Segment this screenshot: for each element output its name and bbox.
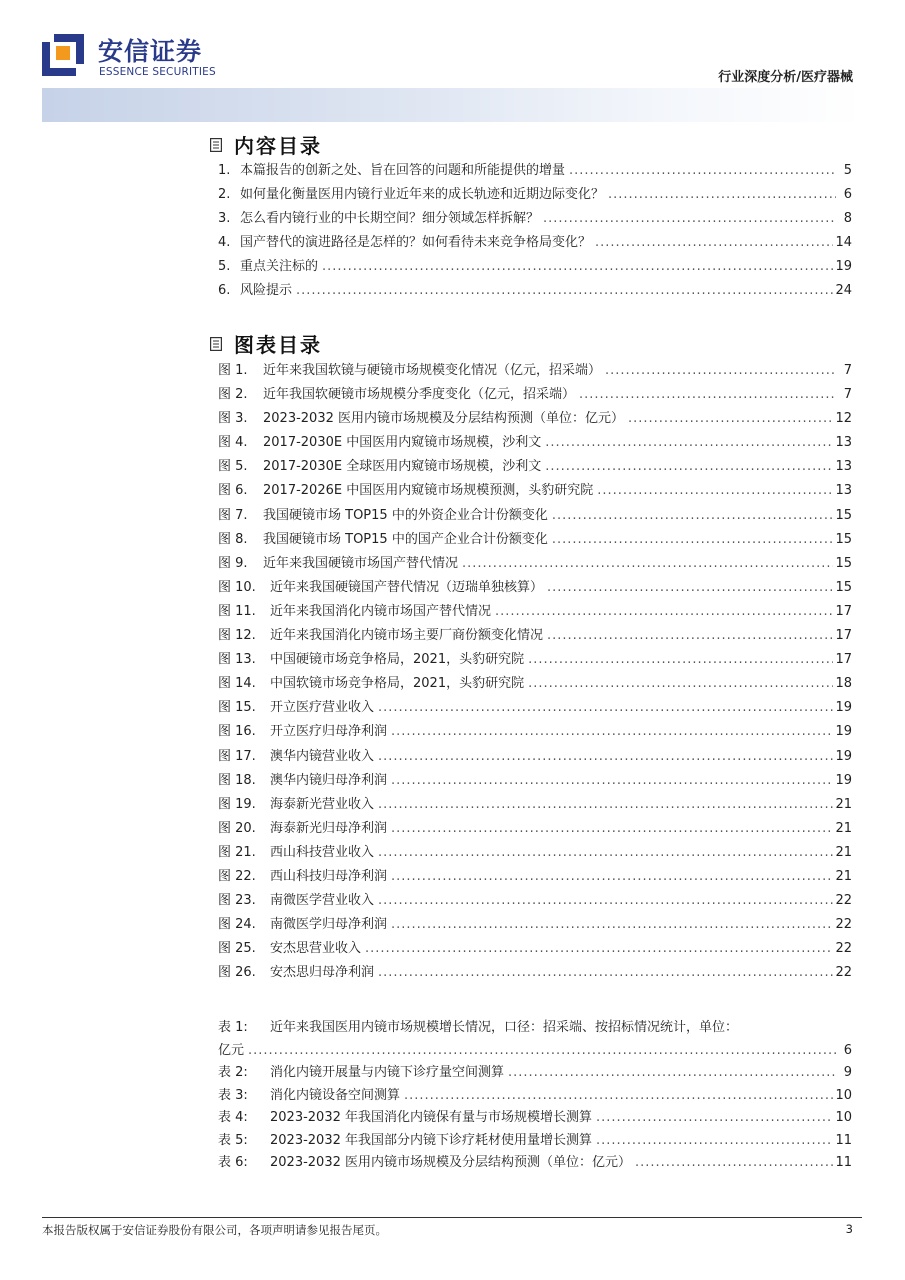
figure-item-text: 南微医学归母净利润 — [270, 917, 388, 933]
toc-item-page: 6 — [843, 187, 852, 203]
figure-item-number: 图 16. — [218, 724, 256, 740]
tables-list — [218, 1016, 852, 1174]
table-item-text-line2: 亿元 — [218, 1042, 245, 1058]
table-item[interactable] — [218, 1084, 852, 1107]
leader-dots — [579, 387, 836, 402]
figure-item-page: 22 — [835, 941, 852, 957]
leader-dots — [462, 556, 833, 571]
figure-item-page: 22 — [835, 893, 852, 909]
figure-item-number: 图 13. — [218, 652, 256, 668]
toc-item-page: 14 — [835, 235, 852, 251]
leader-dots — [596, 1133, 833, 1148]
figures-title-text: 图表目录 — [234, 333, 322, 357]
toc-item-number: 6. — [218, 283, 231, 299]
table-item-page: 10 — [835, 1110, 852, 1125]
table-item[interactable] — [218, 1016, 852, 1039]
toc-item-page: 5 — [843, 163, 852, 178]
toc-item[interactable] — [218, 159, 852, 183]
footer-disclaimer: 本报告版权属于安信证券股份有限公司，各项声明请参见报告尾页。 — [42, 1223, 387, 1237]
figures-title — [210, 329, 322, 358]
figure-item-text: 海泰新光营业收入 — [270, 796, 375, 812]
figure-item[interactable] — [218, 383, 852, 407]
table-item-continuation[interactable] — [218, 1039, 852, 1062]
leader-dots — [552, 508, 834, 523]
figure-item-number: 图 4. — [218, 435, 248, 451]
page-number: 3 — [845, 1222, 853, 1236]
leader-dots — [248, 1043, 836, 1058]
toc-item-text: 本篇报告的创新之处、旨在回答的问题和所能提供的增量 — [240, 163, 566, 178]
figure-item-number: 图 18. — [218, 772, 256, 788]
figure-item-number: 图 11. — [218, 603, 256, 619]
report-category: 行业深度分析/医疗器械 — [718, 70, 853, 85]
leader-dots — [378, 965, 833, 980]
figure-item-number: 图 23. — [218, 893, 256, 909]
figure-item-page: 17 — [835, 652, 852, 668]
toc-item[interactable] — [218, 231, 852, 255]
toc-item[interactable] — [218, 255, 852, 279]
figure-item-page: 15 — [835, 507, 852, 523]
figure-item-text: 西山科技营业收入 — [270, 844, 375, 860]
figure-item-page: 13 — [835, 483, 852, 499]
figure-item-text: 我国硬镜市场 TOP15 中的国产企业合计份额变化 — [263, 531, 548, 547]
table-item[interactable] — [218, 1061, 852, 1084]
leader-dots — [569, 163, 836, 178]
table-item[interactable] — [218, 1151, 852, 1174]
contents-title — [210, 130, 322, 159]
figure-item-page: 21 — [835, 796, 852, 812]
figure-item-text: 近年来我国硬镜国产替代情况（迈瑞单独核算） — [270, 579, 544, 595]
leader-dots — [528, 652, 833, 667]
figure-item-text: 安杰思营业收入 — [270, 941, 362, 957]
table-item-page: 11 — [835, 1155, 852, 1170]
leader-dots — [628, 411, 833, 426]
figure-item[interactable] — [218, 600, 852, 624]
leader-dots — [404, 1088, 833, 1103]
figure-item-page: 17 — [835, 628, 852, 644]
figures-list — [218, 359, 852, 985]
figure-item-page: 15 — [835, 579, 852, 595]
figure-item-number: 图 24. — [218, 917, 256, 933]
leader-dots — [635, 1155, 833, 1170]
leader-dots — [296, 283, 833, 298]
toc-item[interactable] — [218, 183, 852, 207]
figure-item-text: 西山科技归母净利润 — [270, 868, 388, 884]
figure-item-number: 图 7. — [218, 507, 248, 523]
figure-item[interactable] — [218, 576, 852, 600]
figure-item-text: 2017-2030E 全球医用内窥镜市场规模，沙利文 — [263, 459, 542, 475]
toc-item-number: 1. — [218, 163, 231, 178]
figure-item-text: 2017-2030E 中国医用内窥镜市场规模，沙利文 — [263, 435, 542, 451]
contents-list — [218, 159, 852, 304]
figure-item-page: 13 — [835, 459, 852, 475]
leader-dots — [365, 941, 833, 956]
figure-item-page: 22 — [835, 965, 852, 981]
leader-dots — [547, 628, 833, 643]
toc-item-number: 3. — [218, 211, 231, 227]
company-logo — [42, 30, 222, 82]
figure-item[interactable] — [218, 769, 852, 793]
figure-item[interactable] — [218, 961, 852, 985]
figure-item-text: 澳华内镜营业收入 — [270, 748, 375, 764]
figure-item-page: 21 — [835, 820, 852, 836]
figure-item-number: 图 17. — [218, 748, 256, 764]
figure-item-text: 我国硬镜市场 TOP15 中的外资企业合计份额变化 — [263, 507, 548, 523]
figure-item-text: 近年我国软硬镜市场规模分季度变化（亿元，招采端） — [263, 387, 576, 403]
leader-dots — [596, 1110, 833, 1125]
figure-item-number: 图 21. — [218, 844, 256, 860]
leader-dots — [495, 604, 833, 619]
figure-item-page: 12 — [835, 411, 852, 427]
figure-item-page: 19 — [835, 724, 852, 740]
figure-item-number: 图 10. — [218, 579, 256, 595]
figure-item[interactable] — [218, 889, 852, 913]
figure-item[interactable] — [218, 696, 852, 720]
figure-item-page: 7 — [843, 387, 852, 403]
figure-item-page: 19 — [835, 700, 852, 716]
figure-item[interactable] — [218, 624, 852, 648]
figure-item-text: 开立医疗归母净利润 — [270, 724, 388, 740]
leader-dots — [391, 724, 833, 739]
table-item-page: 6 — [843, 1042, 852, 1058]
header-band — [42, 88, 862, 122]
toc-item-number: 2. — [218, 187, 231, 203]
figure-item-number: 图 25. — [218, 941, 256, 957]
figure-item-page: 15 — [835, 531, 852, 547]
leader-dots — [543, 211, 836, 226]
figure-item[interactable] — [218, 720, 852, 744]
toc-item-text: 如何量化衡量医用内镜行业近年来的成长轨迹和近期边际变化？ — [240, 187, 605, 203]
toc-item-page: 8 — [843, 211, 852, 227]
leader-dots — [608, 187, 836, 202]
toc-item-page: 19 — [835, 259, 852, 275]
leader-dots — [595, 235, 833, 250]
figure-item[interactable] — [218, 841, 852, 865]
table-item-number: 表 6: — [218, 1155, 248, 1170]
leader-dots — [378, 749, 833, 764]
leader-dots — [528, 676, 833, 691]
figure-item-number: 图 5. — [218, 459, 248, 475]
table-item-text: 2023-2032 年我国部分内镜下诊疗耗材使用量增长测算 — [270, 1132, 592, 1148]
toc-item-text: 风险提示 — [240, 283, 293, 299]
leader-dots — [391, 821, 833, 836]
table-item[interactable] — [218, 1129, 852, 1152]
figure-item[interactable] — [218, 648, 852, 672]
toc-item-text: 怎么看内镜行业的中长期空间？细分领域怎样拆解？ — [240, 211, 540, 227]
figure-item-number: 图 15. — [218, 700, 256, 716]
logo-mark-icon — [42, 34, 84, 76]
leader-dots — [391, 869, 833, 884]
toc-item-text: 国产替代的演进路径是怎样的？如何看待未来竞争格局变化？ — [240, 235, 592, 251]
leader-dots — [508, 1065, 836, 1080]
table-item-text: 2023-2032 医用内镜市场规模及分层结构预测（单位：亿元） — [270, 1155, 631, 1170]
figure-item-text: 澳华内镜归母净利润 — [270, 772, 388, 788]
figure-item-number: 图 14. — [218, 676, 256, 692]
table-item-number: 表 4: — [218, 1110, 248, 1125]
figure-item-text: 中国软镜市场竞争格局，2021，头豹研究院 — [270, 676, 525, 692]
figure-item-page: 21 — [835, 868, 852, 884]
figure-item-text: 近年来我国硬镜市场国产替代情况 — [263, 555, 459, 571]
figure-item-text: 近年来我国消化内镜市场主要厂商份额变化情况 — [270, 628, 544, 644]
leader-dots — [545, 459, 833, 474]
leader-dots — [322, 259, 833, 274]
figure-item-text: 安杰思归母净利润 — [270, 965, 375, 981]
figure-item-number: 图 6. — [218, 483, 248, 499]
table-item-page: 9 — [843, 1065, 852, 1080]
contents-title-text: 内容目录 — [234, 134, 322, 158]
figure-item[interactable] — [218, 455, 852, 479]
leader-dots — [378, 700, 833, 715]
figure-item[interactable] — [218, 552, 852, 576]
figure-item-page: 19 — [835, 748, 852, 764]
leader-dots — [378, 893, 833, 908]
figure-item[interactable] — [218, 431, 852, 455]
figure-item-number: 图 8. — [218, 531, 248, 547]
figure-item-number: 图 12. — [218, 628, 256, 644]
figure-item-text: 2023-2032 医用内镜市场规模及分层结构预测（单位：亿元） — [263, 411, 624, 427]
figure-item-page: 7 — [843, 363, 852, 378]
figure-item-number: 图 1. — [218, 363, 248, 378]
table-item-text: 消化内镜设备空间测算 — [270, 1087, 401, 1103]
leader-dots — [552, 532, 834, 547]
figure-item-number: 图 2. — [218, 387, 248, 403]
leader-dots — [597, 483, 833, 498]
table-item-page: 10 — [835, 1087, 852, 1103]
footer-divider — [42, 1217, 862, 1218]
figure-item[interactable] — [218, 817, 852, 841]
table-item-number: 表 2: — [218, 1065, 248, 1080]
toc-item-page: 24 — [835, 283, 852, 299]
document-icon — [210, 337, 222, 351]
figure-item-page: 17 — [835, 603, 852, 619]
figure-item[interactable] — [218, 913, 852, 937]
toc-item[interactable] — [218, 279, 852, 303]
table-item-number: 表 5: — [218, 1132, 248, 1148]
figure-item[interactable] — [218, 528, 852, 552]
table-item-page: 11 — [835, 1132, 852, 1148]
table-item-text: 2023-2032 年我国消化内镜保有量与市场规模增长测算 — [270, 1110, 592, 1125]
figure-item-text: 近年来我国消化内镜市场国产替代情况 — [270, 603, 492, 619]
figure-item[interactable] — [218, 745, 852, 769]
leader-dots — [547, 580, 833, 595]
leader-dots — [391, 917, 833, 932]
table-item[interactable] — [218, 1106, 852, 1129]
figure-item[interactable] — [218, 865, 852, 889]
leader-dots — [378, 845, 833, 860]
toc-item[interactable] — [218, 207, 852, 231]
figure-item-number: 图 20. — [218, 820, 256, 836]
figure-item-page: 19 — [835, 772, 852, 788]
figure-item-text: 南微医学营业收入 — [270, 893, 375, 909]
figure-item[interactable] — [218, 359, 852, 383]
figure-item-text: 中国硬镜市场竞争格局，2021，头豹研究院 — [270, 652, 525, 668]
leader-dots — [391, 773, 833, 788]
figure-item-number: 图 3. — [218, 411, 248, 427]
figure-item-page: 18 — [835, 676, 852, 692]
leader-dots — [545, 435, 833, 450]
logo-english-name: ESSENCE SECURITIES — [99, 66, 216, 78]
figure-item-number: 图 22. — [218, 868, 256, 884]
figure-item[interactable] — [218, 479, 852, 503]
figure-item-page: 21 — [835, 844, 852, 860]
table-item-number: 表 1: — [218, 1020, 248, 1035]
figure-item-page: 22 — [835, 917, 852, 933]
figure-item-number: 图 26. — [218, 965, 256, 981]
figure-item[interactable] — [218, 672, 852, 696]
figure-item-text: 海泰新光归母净利润 — [270, 820, 388, 836]
table-item-text-line1: 近年来我国医用内镜市场规模增长情况，口径：招采端、按招标情况统计，单位： — [270, 1020, 739, 1035]
logo-chinese-name: 安信证券 — [98, 37, 203, 66]
toc-item-text: 重点关注标的 — [240, 259, 319, 275]
figure-item-page: 15 — [835, 555, 852, 571]
figure-item[interactable] — [218, 793, 852, 817]
leader-dots — [378, 797, 833, 812]
toc-item-number: 5. — [218, 259, 231, 275]
figure-item-page: 13 — [835, 435, 852, 451]
leader-dots — [605, 363, 836, 378]
figure-item-text: 开立医疗营业收入 — [270, 700, 375, 716]
document-icon — [210, 138, 222, 152]
figure-item-number: 图 19. — [218, 796, 256, 812]
figure-item-text: 2017-2026E 中国医用内窥镜市场规模预测，头豹研究院 — [263, 483, 594, 499]
figure-item[interactable] — [218, 407, 852, 431]
table-item-text: 消化内镜开展量与内镜下诊疗量空间测算 — [270, 1065, 505, 1080]
figure-item-text: 近年来我国软镜与硬镜市场规模变化情况（亿元，招采端） — [263, 363, 602, 378]
toc-item-number: 4. — [218, 235, 231, 251]
table-item-number: 表 3: — [218, 1087, 248, 1103]
figure-item[interactable] — [218, 504, 852, 528]
figure-item[interactable] — [218, 937, 852, 961]
figure-item-number: 图 9. — [218, 555, 248, 571]
